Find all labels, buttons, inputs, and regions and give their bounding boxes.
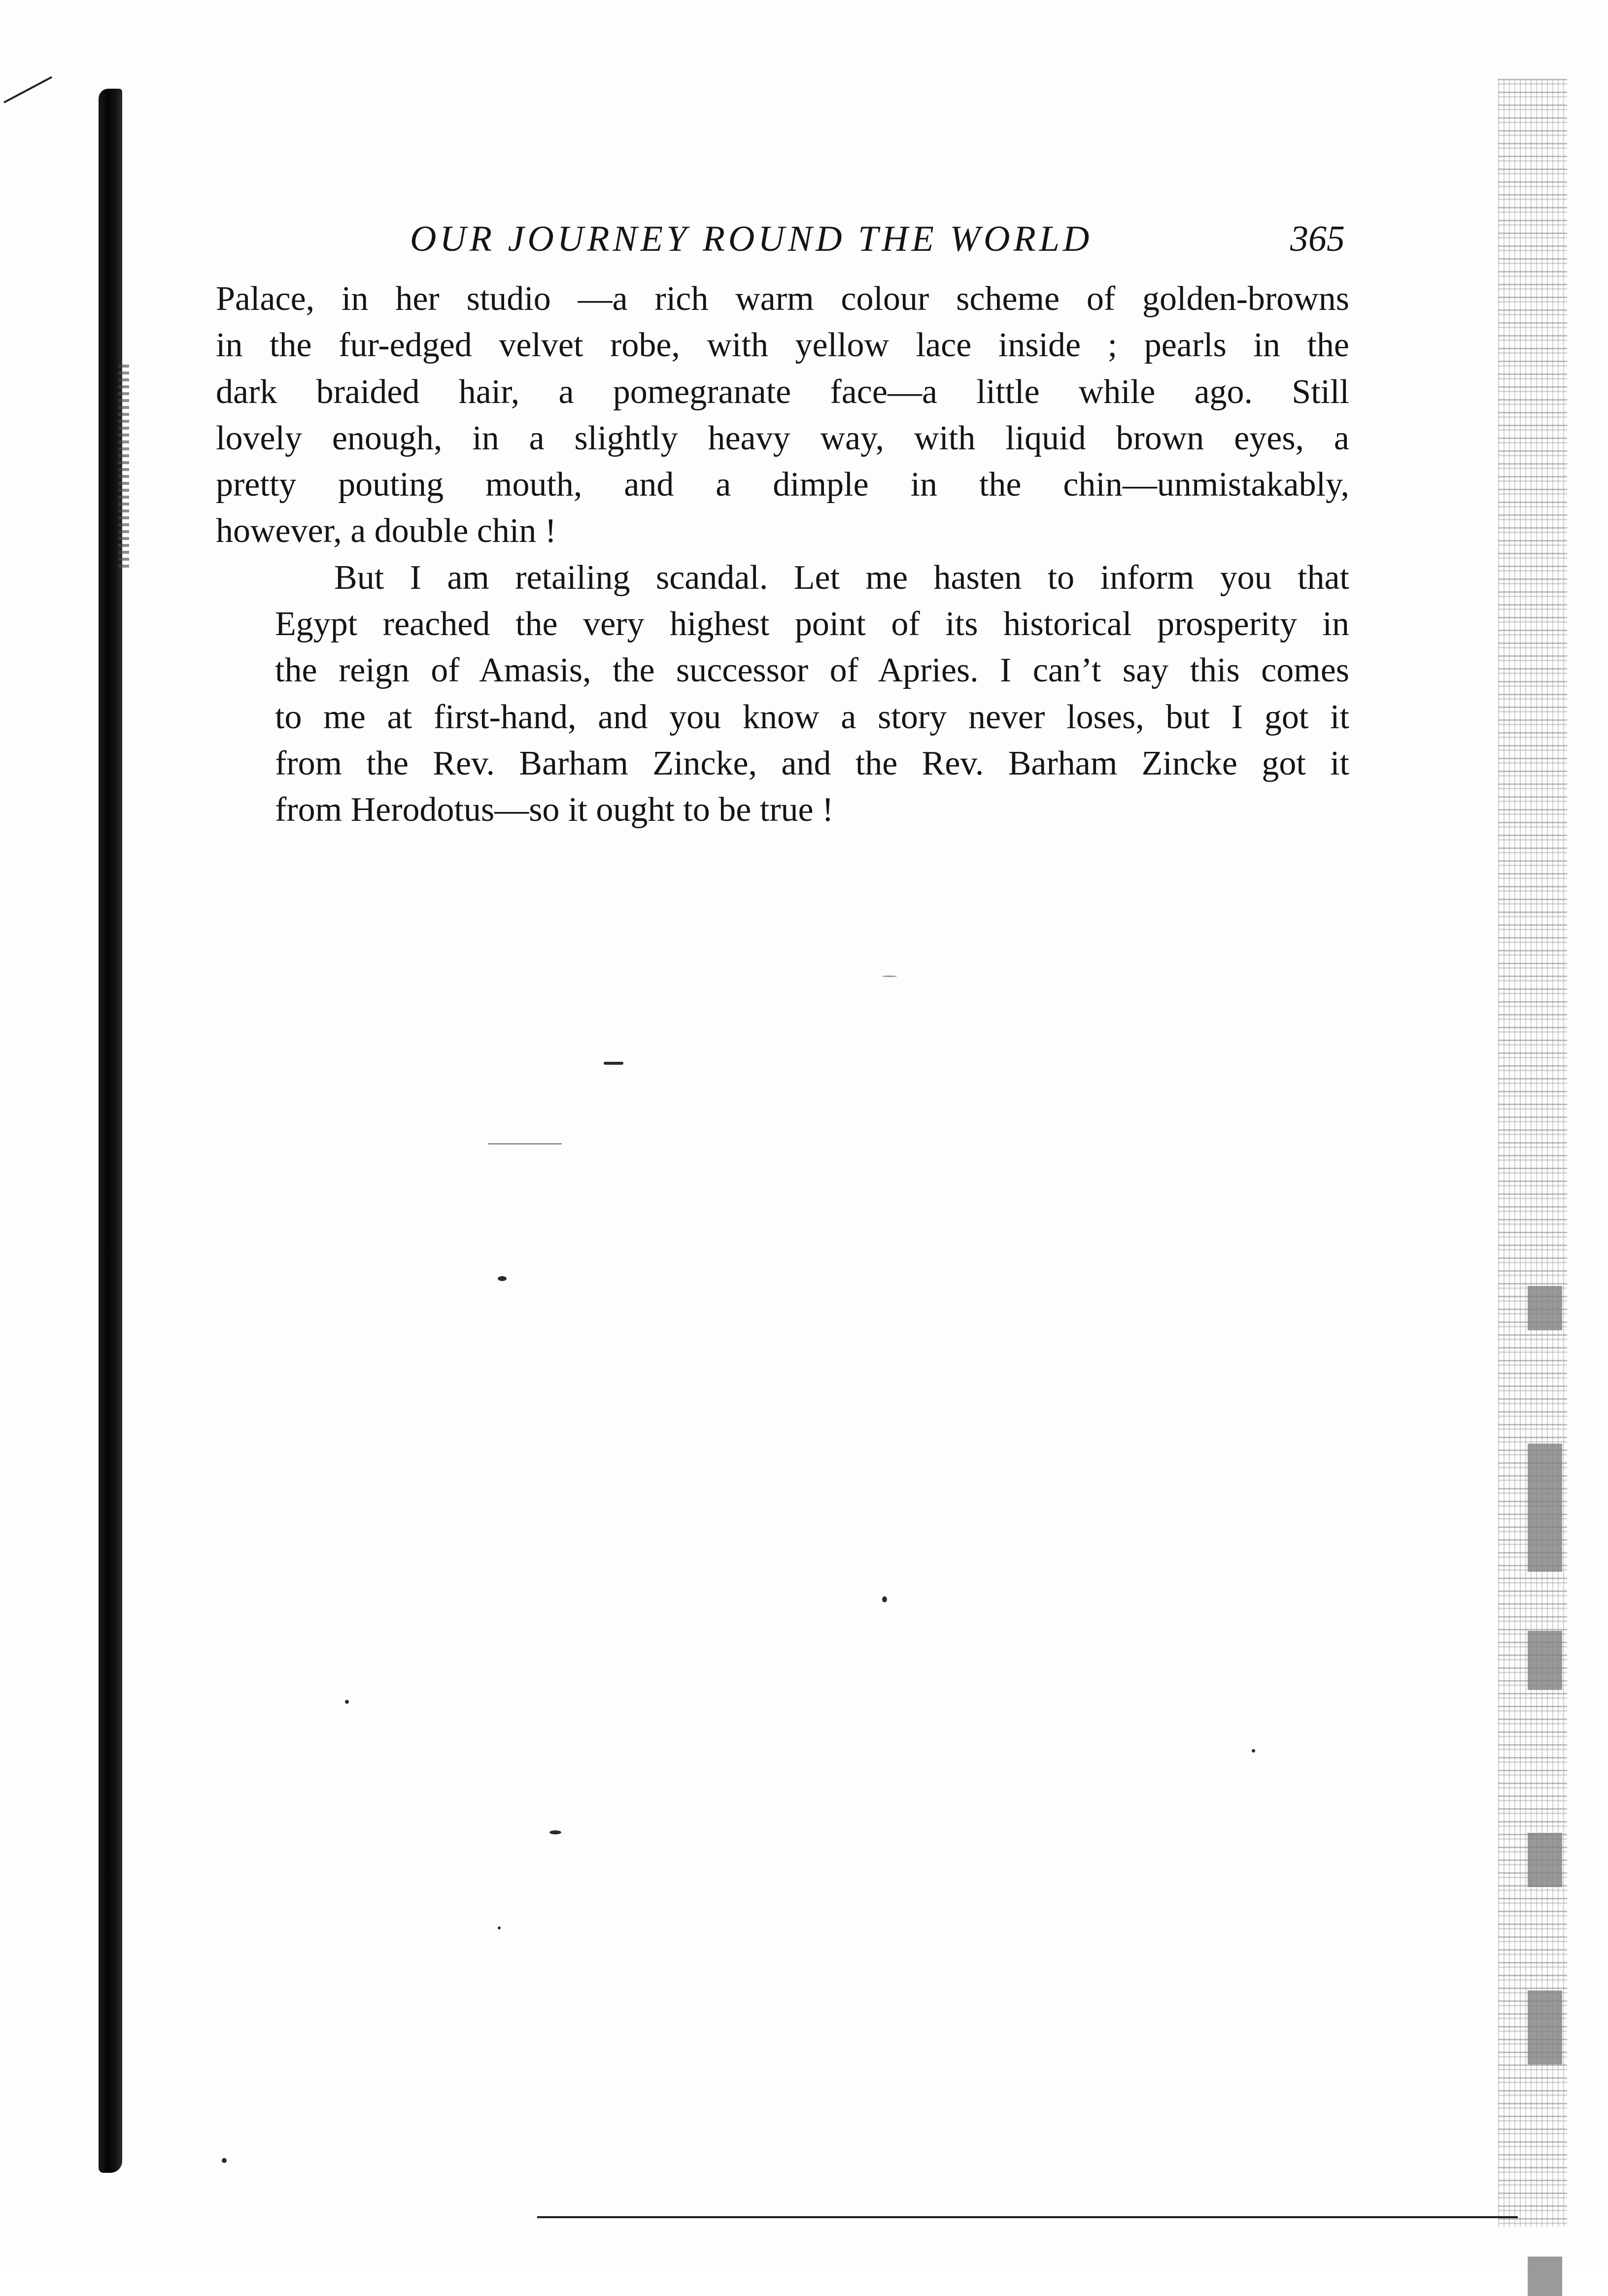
text-line: from Herodotus—so it ought to be true !: [275, 791, 834, 829]
edge-block: [1528, 1833, 1562, 1887]
edge-block: [1528, 1631, 1562, 1690]
scan-speck: [882, 1596, 887, 1602]
corner-pencil-mark: [3, 76, 52, 103]
binding-edge-shadow: [99, 89, 122, 2173]
scan-speck: [1252, 1749, 1255, 1753]
text-line: the reign of Amasis, the successor of Apries. I can’t say this comes: [275, 651, 1349, 690]
scan-speck: [222, 2158, 227, 2163]
edge-block: [1528, 1444, 1562, 1572]
text-line: Egypt reached the very highest point of its historical prosperity in: [275, 605, 1349, 643]
text-line: in the fur-edged velvet robe, with yellow lace inside ; pearls in the: [216, 326, 1349, 365]
text-line: to me at first-hand, and you know a story never loses, but I got it: [275, 698, 1349, 736]
text-line: lovely enough, in a slightly heavy way, with liquid brown eyes, a: [216, 419, 1349, 457]
text-line: But I am retailing scandal. Let me hasten to inform you that: [334, 558, 1349, 597]
scan-speck: [345, 1700, 349, 1704]
scan-speck: [549, 1830, 561, 1834]
scan-speck: [604, 1062, 623, 1065]
scan-speck: [882, 976, 897, 977]
edge-block: [1528, 2257, 1562, 2296]
running-head: OUR JOURNEY ROUND THE WORLD: [410, 219, 1093, 259]
paragraph: [216, 276, 1349, 555]
scan-speck: [498, 1276, 507, 1281]
edge-block: [1528, 1991, 1562, 2064]
paragraph: [216, 555, 1349, 834]
scan-speck: [498, 1926, 501, 1929]
body-text: [216, 276, 1349, 834]
text-line: pretty pouting mouth, and a dimple in the chin—unmistakably,: [216, 466, 1349, 504]
page-header: [0, 212, 1608, 266]
scan-speck: [488, 1143, 562, 1145]
text-line: dark braided hair, a pomegranate face—a little while ago. Still: [216, 372, 1349, 411]
page-number: 365: [1290, 219, 1345, 259]
bottom-rule: [537, 2216, 1518, 2218]
edge-block: [1528, 1286, 1562, 1330]
text-line: however, a double chin !: [216, 512, 557, 550]
text-line: from the Rev. Barham Zincke, and the Rev. Barham Zincke got it: [275, 744, 1349, 782]
text-line: Palace, in her studio —a rich warm colour scheme of golden-browns: [216, 280, 1349, 318]
page-edge-texture: [1498, 79, 1567, 2227]
